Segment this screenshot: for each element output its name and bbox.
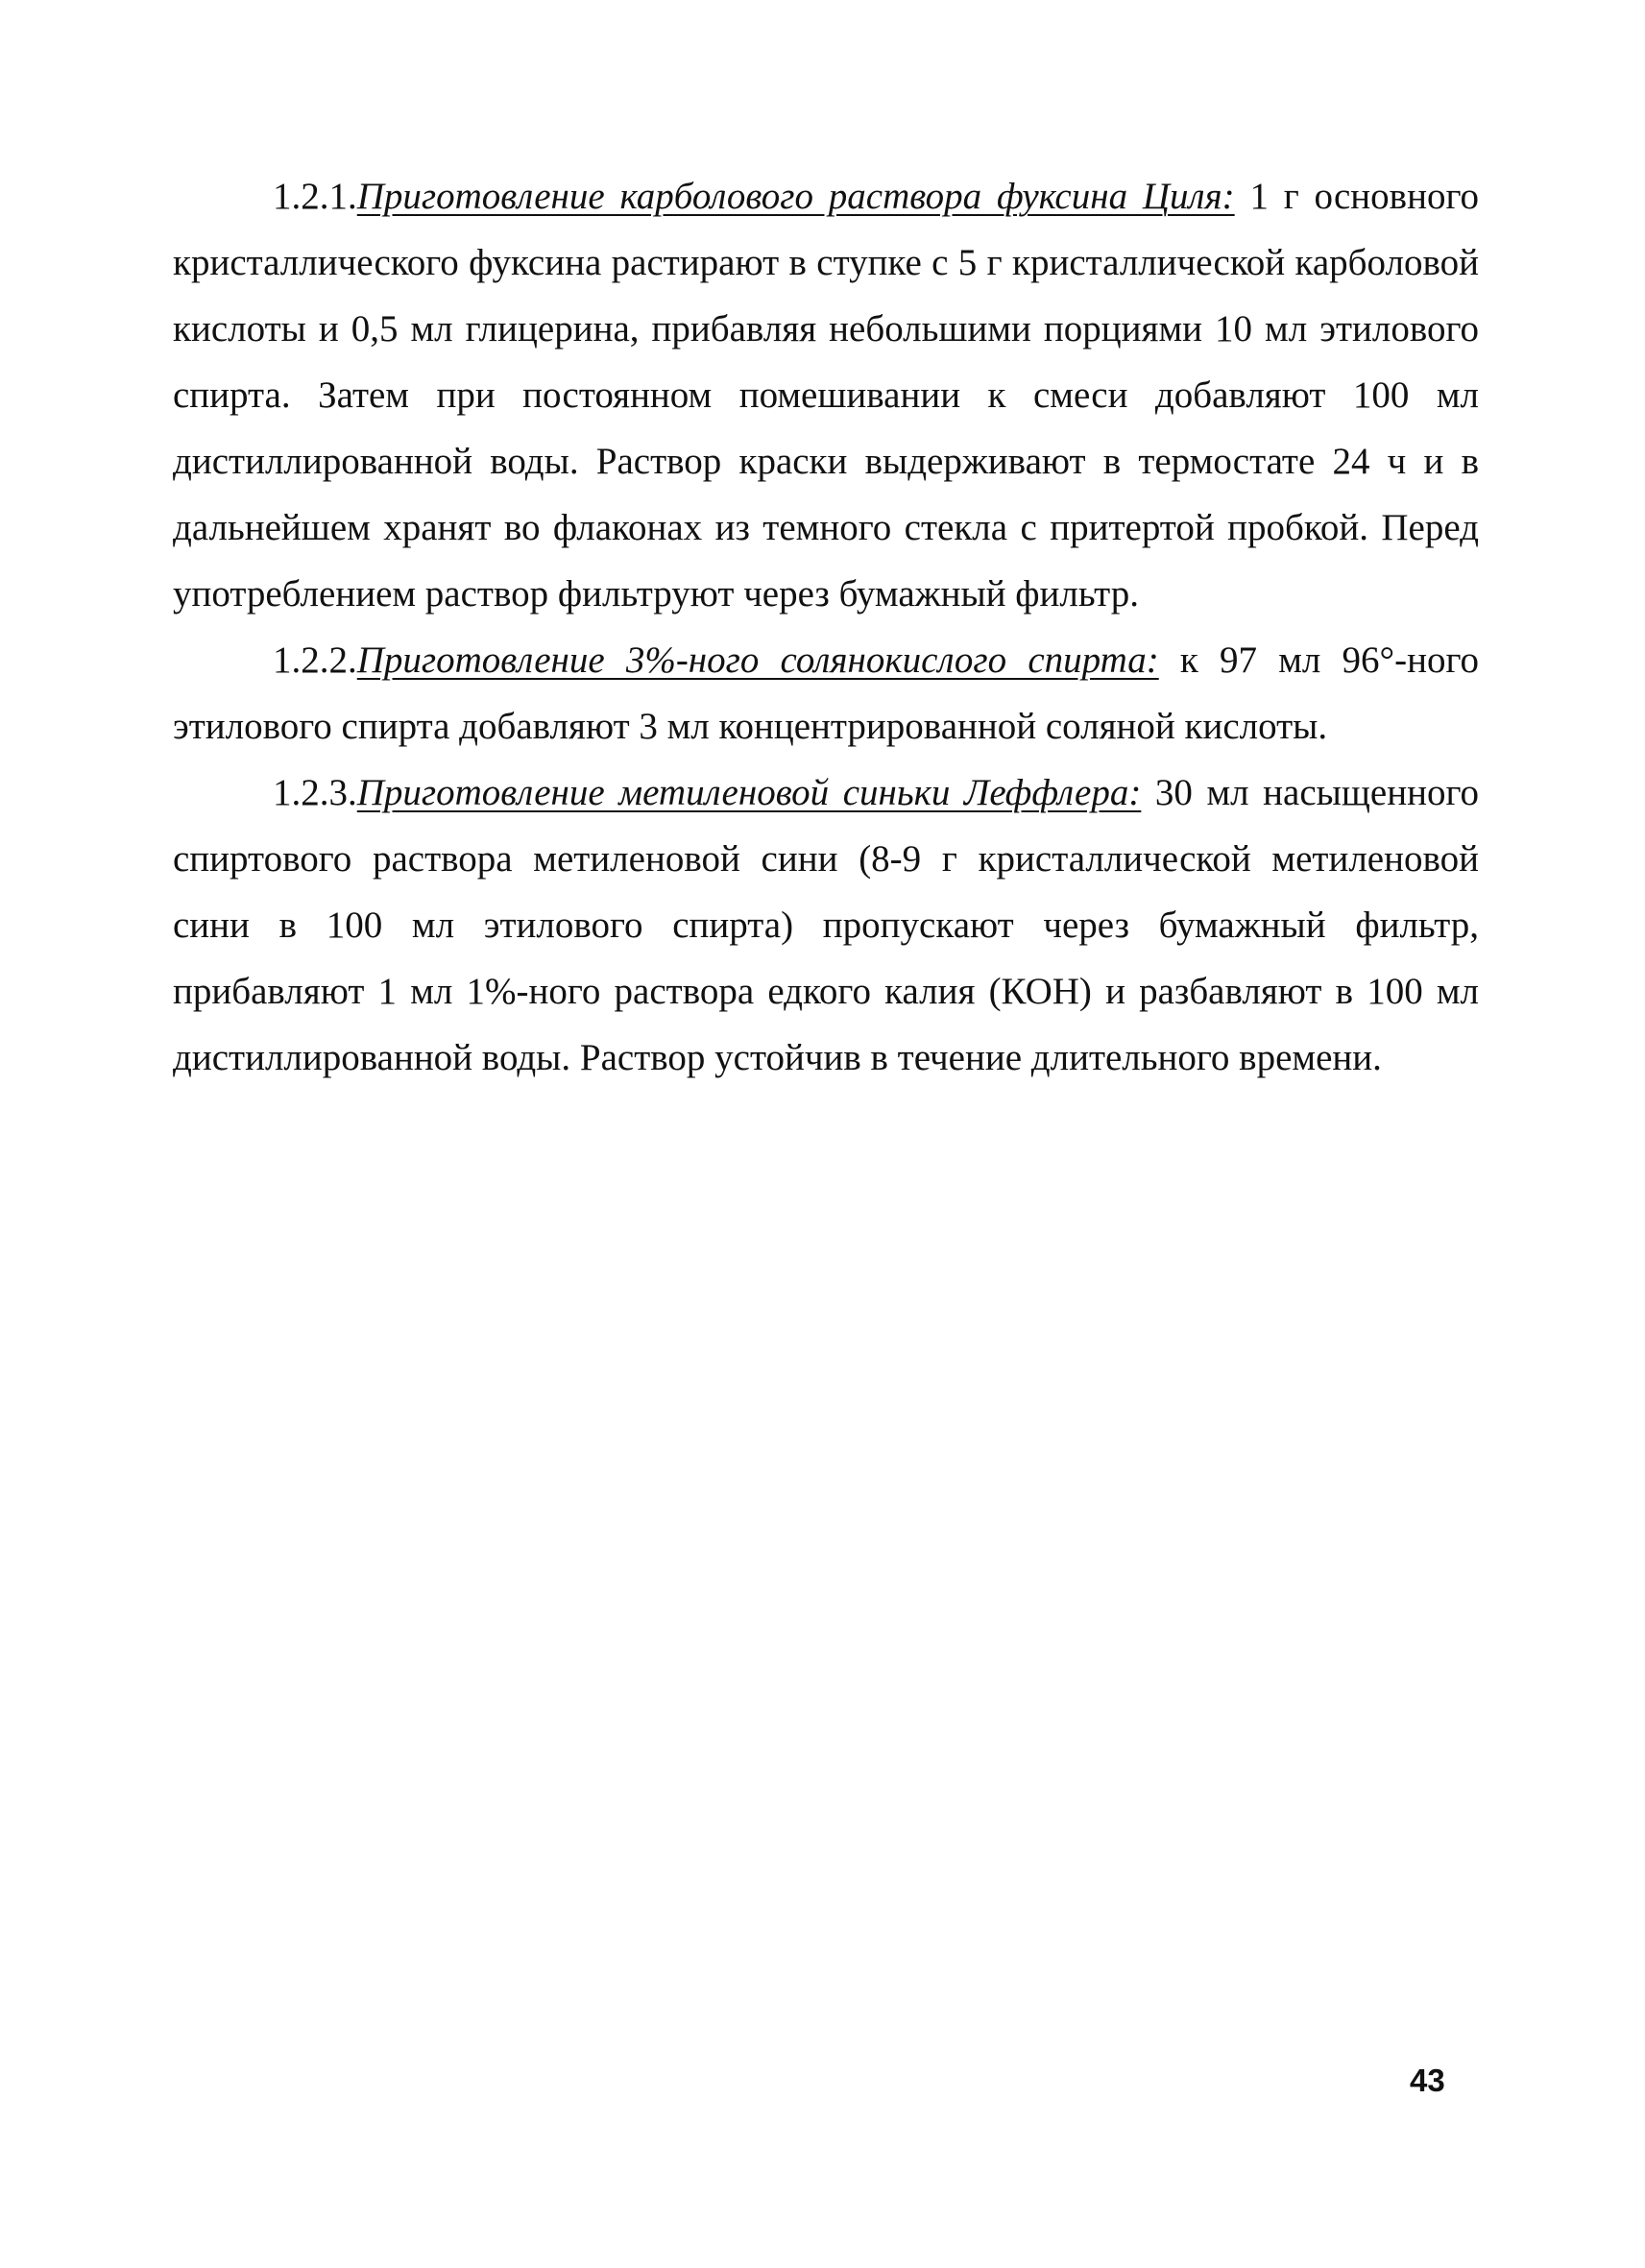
paragraph-text: 1 г основного кристаллического фуксина растирают в ступке с 5 г кристаллической карболовой кислоты и 0,5 мл глицерина, прибавляя небольшими порциями 10 мл этилового спирта. Затем при постоянном помешивании к смеси добавляют 100 мл дистиллированной воды. Раствор краски выдерживают в термостате 24 ч и в дальнейшем хранят во флаконах из темного стекла с притертой пробкой. Перед употреблением раствор фильтруют через бумажный фильтр.	[173, 176, 1479, 615]
section-number: 1.2.1.	[273, 176, 357, 217]
section-heading: Приготовление 3%-ного солянокислого спирта:	[356, 639, 1159, 681]
page-number: 43	[1410, 2063, 1445, 2098]
section-heading: Приготовление карболового раствора фуксина Циля:	[356, 176, 1235, 217]
paragraph-1-2-2	[173, 627, 1479, 760]
section-number: 1.2.3.	[273, 772, 357, 813]
paragraph-text: к 97 мл 96°-ного этилового спирта добавляют 3 мл концентрированной соляной кислоты.	[173, 639, 1479, 747]
paragraph-1-2-3	[173, 760, 1479, 1091]
document-body	[173, 163, 1479, 1091]
section-number: 1.2.2.	[273, 639, 357, 681]
section-heading: Приготовление метиленовой синьки Леффлера:	[356, 772, 1142, 813]
paragraph-1-2-1	[173, 163, 1479, 627]
paragraph-text: 30 мл насыщенного спиртового раствора метиленовой сини (8-9 г кристаллической метиленовой сини в 100 мл этилового спирта) пропускают через бумажный фильтр, прибавляют 1 мл 1%-ного раствора едкого калия (КОН) и разбавляют в 100 мл дистиллированной воды. Раствор устойчив в течение длительного времени.	[173, 772, 1479, 1078]
